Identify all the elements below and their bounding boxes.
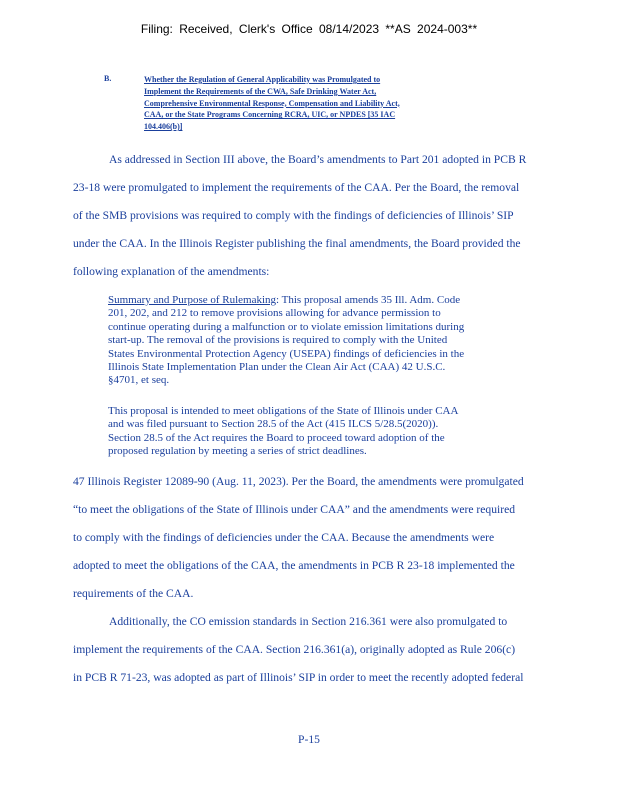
text-fragment: : This proposal amends 35 Ill. Adm. Code: [276, 294, 461, 306]
text-line: As addressed in Section III above, the Board’s amendments to Part 201 adopted in PCB R: [109, 153, 527, 166]
text-line: “to meet the obligations of the State of Illinois under CAA” and the amendments were required: [73, 503, 516, 516]
heading-line: Comprehensive Environmental Response, Compensation and Liability Act,: [144, 98, 400, 108]
text-line: Illinois State Implementation Plan under the Clean Air Act (CAA) 42 U.S.C.: [108, 361, 446, 374]
text-line: start-up. The removal of the provisions is required to comply with the United: [108, 334, 448, 347]
heading-line: Whether the Regulation of General Applicability was Promulgated to: [144, 75, 381, 84]
text-line: This proposal is intended to meet obligations of the State of Illinois under CAA: [108, 405, 459, 417]
text-line: adopted to meet the obligations of the CAA, the amendments in PCB R 23-18 implemented the: [73, 559, 515, 572]
block-quote-2: [108, 405, 558, 459]
text-line: Additionally, the CO emission standards in Section 216.361 were also promulgated to: [109, 615, 508, 628]
text-line: of the SMB provisions was required to comply with the findings of deficiencies of Illinois’ SIP: [73, 209, 514, 222]
text-line: to comply with the findings of deficiencies under the CAA. Because the amendments were: [73, 531, 495, 544]
summary-heading: Summary and Purpose of Rulemaking: [108, 294, 277, 306]
text-line: proposed regulation by meeting a series of strict deadlines.: [108, 445, 367, 458]
body-paragraph-2: [73, 468, 598, 608]
body-paragraph-1: [73, 146, 598, 286]
heading-line: Implement the Requirements of the CWA, Safe Drinking Water Act,: [144, 86, 377, 96]
text-line: under the CAA. In the Illinois Register publishing the final amendments, the Board provided the: [73, 237, 521, 250]
text-line: Section 28.5 of the Act requires the Board to proceed toward adoption of the: [108, 431, 445, 444]
section-heading-text: [144, 74, 400, 133]
text-line: requirements of the CAA.: [73, 587, 194, 600]
body-paragraph-3: [73, 608, 598, 692]
text-line: and was filed pursuant to Section 28.5 of the Act (415 ILCS 5/28.5(2020)).: [108, 418, 439, 431]
heading-line: 104.406(b)]: [144, 122, 183, 132]
text-line: States Environmental Protection Agency (USEPA) findings of deficiencies in the: [108, 347, 465, 360]
text-line: 47 Illinois Register 12089-90 (Aug. 11, 2023). Per the Board, the amendments were promulgated: [73, 475, 524, 488]
section-letter: B.: [104, 74, 112, 83]
text-line: 201, 202, and 212 to remove provisions allowing for advance permission to: [108, 307, 441, 320]
text-line: in PCB R 71-23, was adopted as part of Illinois’ SIP in order to meet the recently adopted federal: [73, 671, 524, 684]
page-number: P-15: [298, 733, 320, 746]
text-line: [108, 294, 558, 307]
text-line: continue operating during a malfunction or to violate emission limitations during: [108, 320, 465, 333]
text-line: 23-18 were promulgated to implement the requirements of the CAA. Per the Board, the removal: [73, 181, 520, 194]
heading-line: CAA, or the State Programs Concerning RCRA, UIC, or NPDES [35 IAC: [144, 110, 396, 120]
text-line: §4701, et seq.: [108, 374, 170, 387]
filing-stamp-header: Filing: Received, Clerk's Office 08/14/2023 **AS 2024-003**: [140, 22, 478, 36]
text-line: following explanation of the amendments:: [73, 265, 270, 278]
text-line: implement the requirements of the CAA. Section 216.361(a), originally adopted as Rule 206(c): [73, 643, 516, 656]
block-quote-1: [108, 294, 558, 388]
